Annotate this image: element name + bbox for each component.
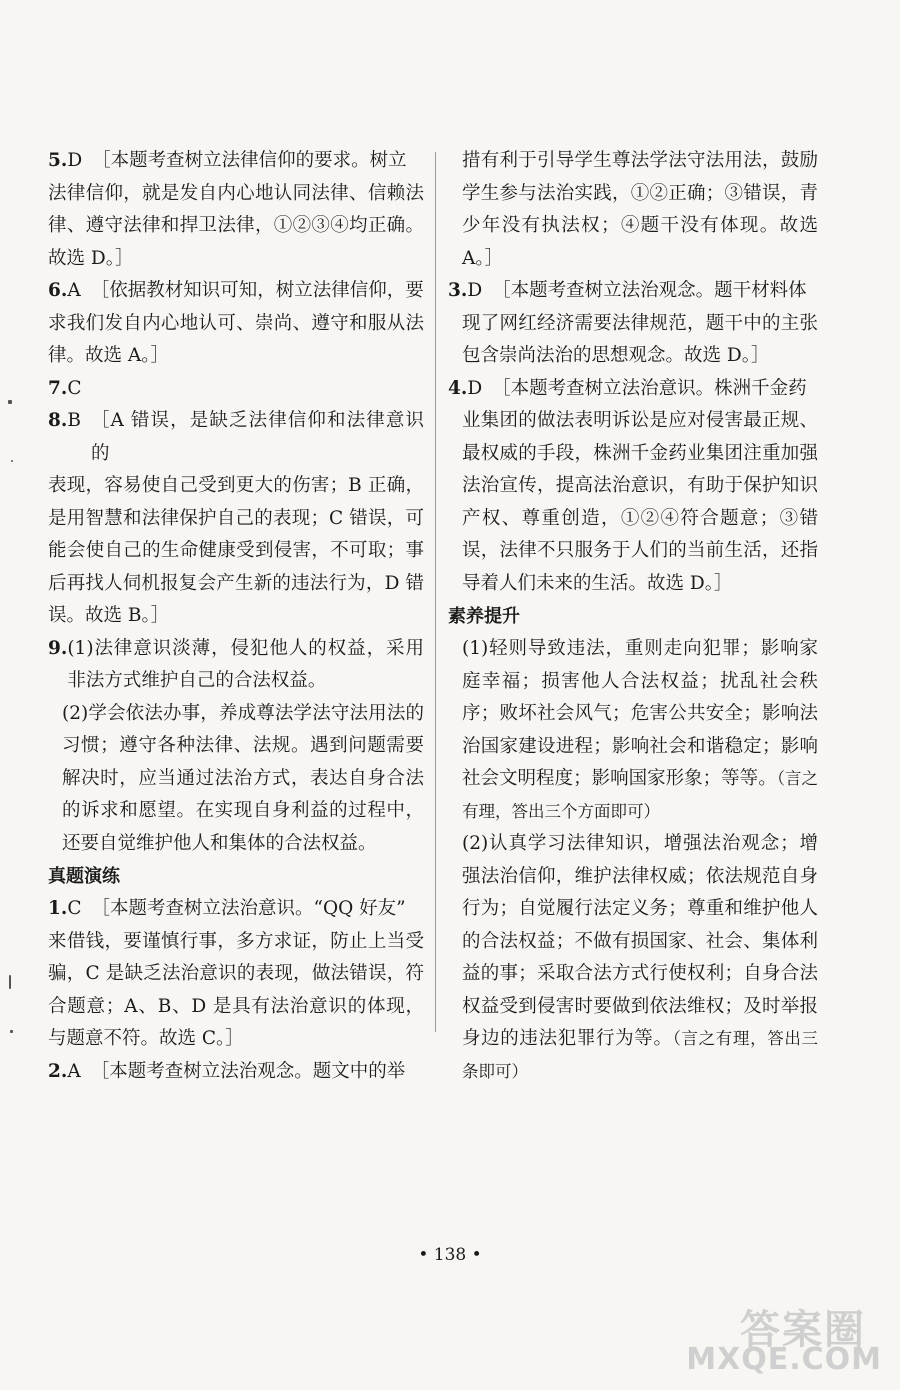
watermark-url: MXQE.COM <box>686 1342 882 1377</box>
question-number: 4. <box>448 377 468 399</box>
answer-part-1-note: （言之有理，答出三个方面即可） <box>462 769 818 821</box>
watermark-logo <box>682 1298 882 1378</box>
explanation-text: 来借钱，要谨慎行事，多方求证，防止上当受骗，C 是缺乏法治意识的表现，做法错误，符合题意；A、B、D 是具有法治意识的体现，与题意不符。故选 C。］ <box>48 930 424 1049</box>
question-number: 2. <box>48 1060 68 1082</box>
explanation-line: ［本题考查树立法治意识。株洲千金药 <box>492 377 807 399</box>
explanation-line: ［本题考查树立法治意识。“QQ 好友” <box>91 898 406 919</box>
explanation-line: ［本题考查树立法治观念。题干材料体 <box>492 280 807 301</box>
question-number: 1. <box>48 898 68 919</box>
explanation-line: ［A 错误，是缺乏法律信仰和法律意识的 <box>90 410 424 464</box>
explanation-continuation: 措有利于引导学生尊法学法守法用法，鼓励学生参与法治实践，①②正确；③错误，青少年没有执法权；④题干没有体现。故选 A。］ <box>462 150 818 269</box>
scan-speck <box>8 400 12 404</box>
answer-part-1-text: (1)轻则导致违法，重则走向犯罪；影响家庭幸福；损害他人合法权益；扰乱社会秩序；败坏社会风气；危害公共安全；影响法治国家建设进程；影响社会和谐稳定；影响社会文明程度；影响国家形象；等等。 <box>462 638 818 789</box>
answer-q9 <box>48 633 424 698</box>
answer-part-2: (2)学会依法办事，养成尊法学法守法用法的习惯；遵守各种法律、法规。遇到问题需要解决时，应当通过法治方式，表达自身合法的诉求和愿望。在实现自身利益的过程中，还要自觉维护他人和集体的合法权益。 <box>62 702 424 854</box>
answer-z3 <box>448 275 818 308</box>
choice-letter: A <box>67 1060 81 1082</box>
page-number: • 138 • <box>418 1245 482 1265</box>
explanation-text: 现了网红经济需要法律规范，题干中的主张包含崇尚法治的思想观念。故选 D。］ <box>462 312 818 366</box>
answer-part-1: (1)法律意识淡薄，侵犯他人的权益，采用非法方式维护自己的合法权益。 <box>67 637 424 691</box>
answer-q5 <box>48 145 424 178</box>
scan-speck <box>10 1030 13 1033</box>
answer-q8 <box>48 405 424 470</box>
question-number: 8. <box>48 410 68 431</box>
explanation-line: ［依据教材知识可知，树立法律信仰，要 <box>90 280 424 301</box>
column-divider <box>435 152 436 1032</box>
question-number: 6. <box>48 280 68 301</box>
choice-letter: C <box>67 377 82 399</box>
question-number: 5. <box>48 150 68 171</box>
explanation-text: 表现，容易使自己受到更大的伤害；B 正确，是用智慧和法律保护自己的表现；C 错误，可能会使自己的生命健康受到侵害，不可取；事后再找人伺机报复会产生新的违法行为，D 错误。故选 B。］ <box>48 475 424 626</box>
answer-part-2 <box>448 828 818 1088</box>
answer-part-2-text: (2)认真学习法律知识，增强法治观念；增强法治信仰，维护法律权威；依法规范自身行为；自觉履行法定义务；尊重和维护他人的合法权益；不做有损国家、社会、集体利益的事；采取合法方式行使权利；自身合法权益受到侵害时要做到依法维权；及时举报身边的违法犯罪行为等。 <box>462 833 818 1049</box>
choice-letter: D <box>467 377 483 399</box>
answer-q7 <box>48 373 424 406</box>
watermark-text: 答案圈 <box>740 1307 866 1353</box>
right-column <box>448 145 818 1088</box>
answer-q6 <box>48 275 424 308</box>
question-number: 9. <box>48 637 68 659</box>
scan-speck <box>9 975 11 989</box>
answer-part-2-note: （言之有理，答出三条即可） <box>462 1029 818 1081</box>
explanation-text: 法律信仰，就是发自内心地认同法律、信赖法律、遵守法律和捍卫法律，①②③④均正确。故选 D。］ <box>48 182 424 269</box>
explanation-line: ［本题考查树立法律信仰的要求。树立 <box>92 150 407 171</box>
answer-z1 <box>48 893 424 926</box>
explanation-text: 业集团的做法表明诉讼是应对侵害最正规、最权威的手段，株洲千金药业集团注重加强法治宣传，提高法治意识，有助于保护知识产权、尊重创造，①②④符合题意；③错误，法律不只服务于人们的当前生活，还指导着人们未来的生活。故选 D。］ <box>462 410 818 594</box>
answer-z4 <box>448 373 818 406</box>
explanation-line: ［本题考查树立法治观念。题文中的举 <box>90 1060 406 1082</box>
choice-letter: C <box>67 898 82 919</box>
section-heading-suyang: 素养提升 <box>448 606 520 627</box>
choice-letter: A <box>67 280 81 301</box>
question-number: 7. <box>48 377 68 399</box>
answer-z2 <box>48 1056 424 1089</box>
choice-letter: D <box>467 280 483 301</box>
explanation-text: 求我们发自内心地认可、崇尚、遵守和服从法律。故选 A。］ <box>48 312 424 366</box>
left-column <box>48 145 424 1088</box>
answer-part-1 <box>448 633 818 828</box>
question-number: 3. <box>448 280 468 301</box>
choice-letter: D <box>67 150 83 171</box>
scan-speck <box>11 460 13 462</box>
choice-letter: B <box>67 410 81 431</box>
section-heading-zhenti: 真题演练 <box>48 866 120 887</box>
